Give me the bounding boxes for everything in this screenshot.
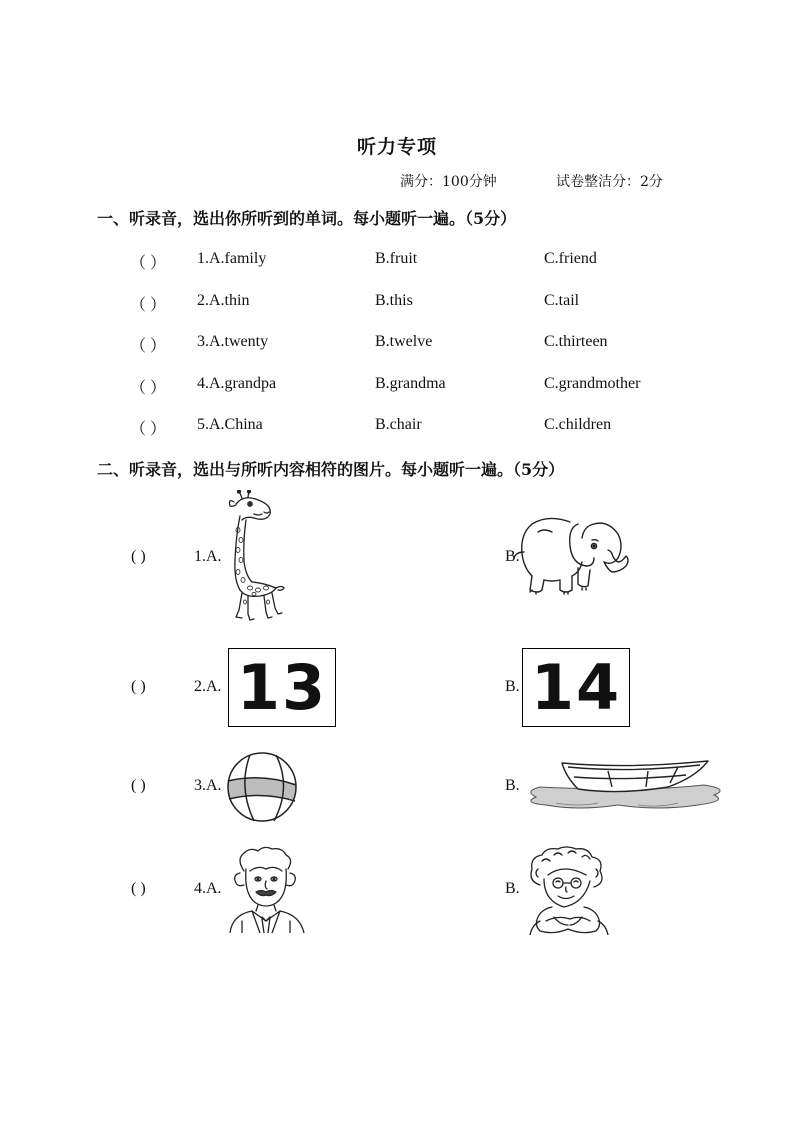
answer-blank[interactable]: ( ) (131, 777, 146, 794)
option-a: 4.A.grandpa (197, 375, 277, 392)
giraffe-icon[interactable] (226, 490, 292, 625)
full-score: 满分：100分钟 (400, 174, 497, 190)
answer-blank[interactable]: （ ） (130, 421, 167, 438)
option-a: 3.A.twenty (197, 333, 269, 350)
option-b: B. (505, 777, 520, 794)
answer-blank[interactable]: （ ） (130, 255, 167, 272)
option-b: B.twelve (375, 333, 433, 350)
option-b: B. (505, 548, 520, 565)
answer-blank[interactable]: （ ） (130, 380, 167, 397)
option-c: C.thirteen (544, 333, 608, 350)
option-a: 1.A.family (197, 250, 267, 267)
option-a: 2.A.thin (197, 292, 250, 309)
option-c: C.friend (544, 250, 597, 267)
section1-heading: 一、听录音，选出你所听到的单词。每小题听一遍。（5分） (97, 209, 517, 228)
neatness-score: 试卷整洁分：2分 (556, 174, 663, 190)
grandpa-icon[interactable] (226, 845, 308, 933)
answer-blank[interactable]: （ ） (130, 297, 167, 314)
answer-blank[interactable]: （ ） (130, 338, 167, 355)
option-b: B. (505, 880, 520, 897)
answer-blank[interactable]: ( ) (131, 880, 146, 897)
option-b: B.chair (375, 416, 422, 433)
option-b: B.this (375, 292, 413, 309)
option-a: 5.A.China (197, 416, 263, 433)
page-title: 听力专项 (356, 136, 437, 158)
elephant-icon[interactable] (508, 510, 638, 602)
option-a: 4.A. (194, 880, 222, 897)
option-c: C.tail (544, 292, 580, 309)
option-b: B. (505, 678, 520, 695)
ball-icon[interactable] (226, 751, 298, 823)
option-b: B.grandma (375, 375, 446, 392)
option-a: 1.A. (194, 548, 222, 565)
answer-blank[interactable]: ( ) (131, 548, 146, 565)
option-c: C.grandmother (544, 375, 641, 392)
option-a: 3.A. (194, 777, 222, 794)
option-c: C.children (544, 416, 612, 433)
option-b: B.fruit (375, 250, 418, 267)
grandma-icon[interactable] (524, 845, 614, 935)
answer-blank[interactable]: ( ) (131, 678, 146, 695)
number-card-14[interactable]: 14 (522, 648, 630, 727)
number-card-13[interactable]: 13 (228, 648, 336, 727)
option-a: 2.A. (194, 678, 222, 695)
boat-icon[interactable] (518, 753, 730, 815)
section2-heading: 二、听录音，选出与所听内容相符的图片。每小题听一遍。（5分） (97, 460, 565, 479)
